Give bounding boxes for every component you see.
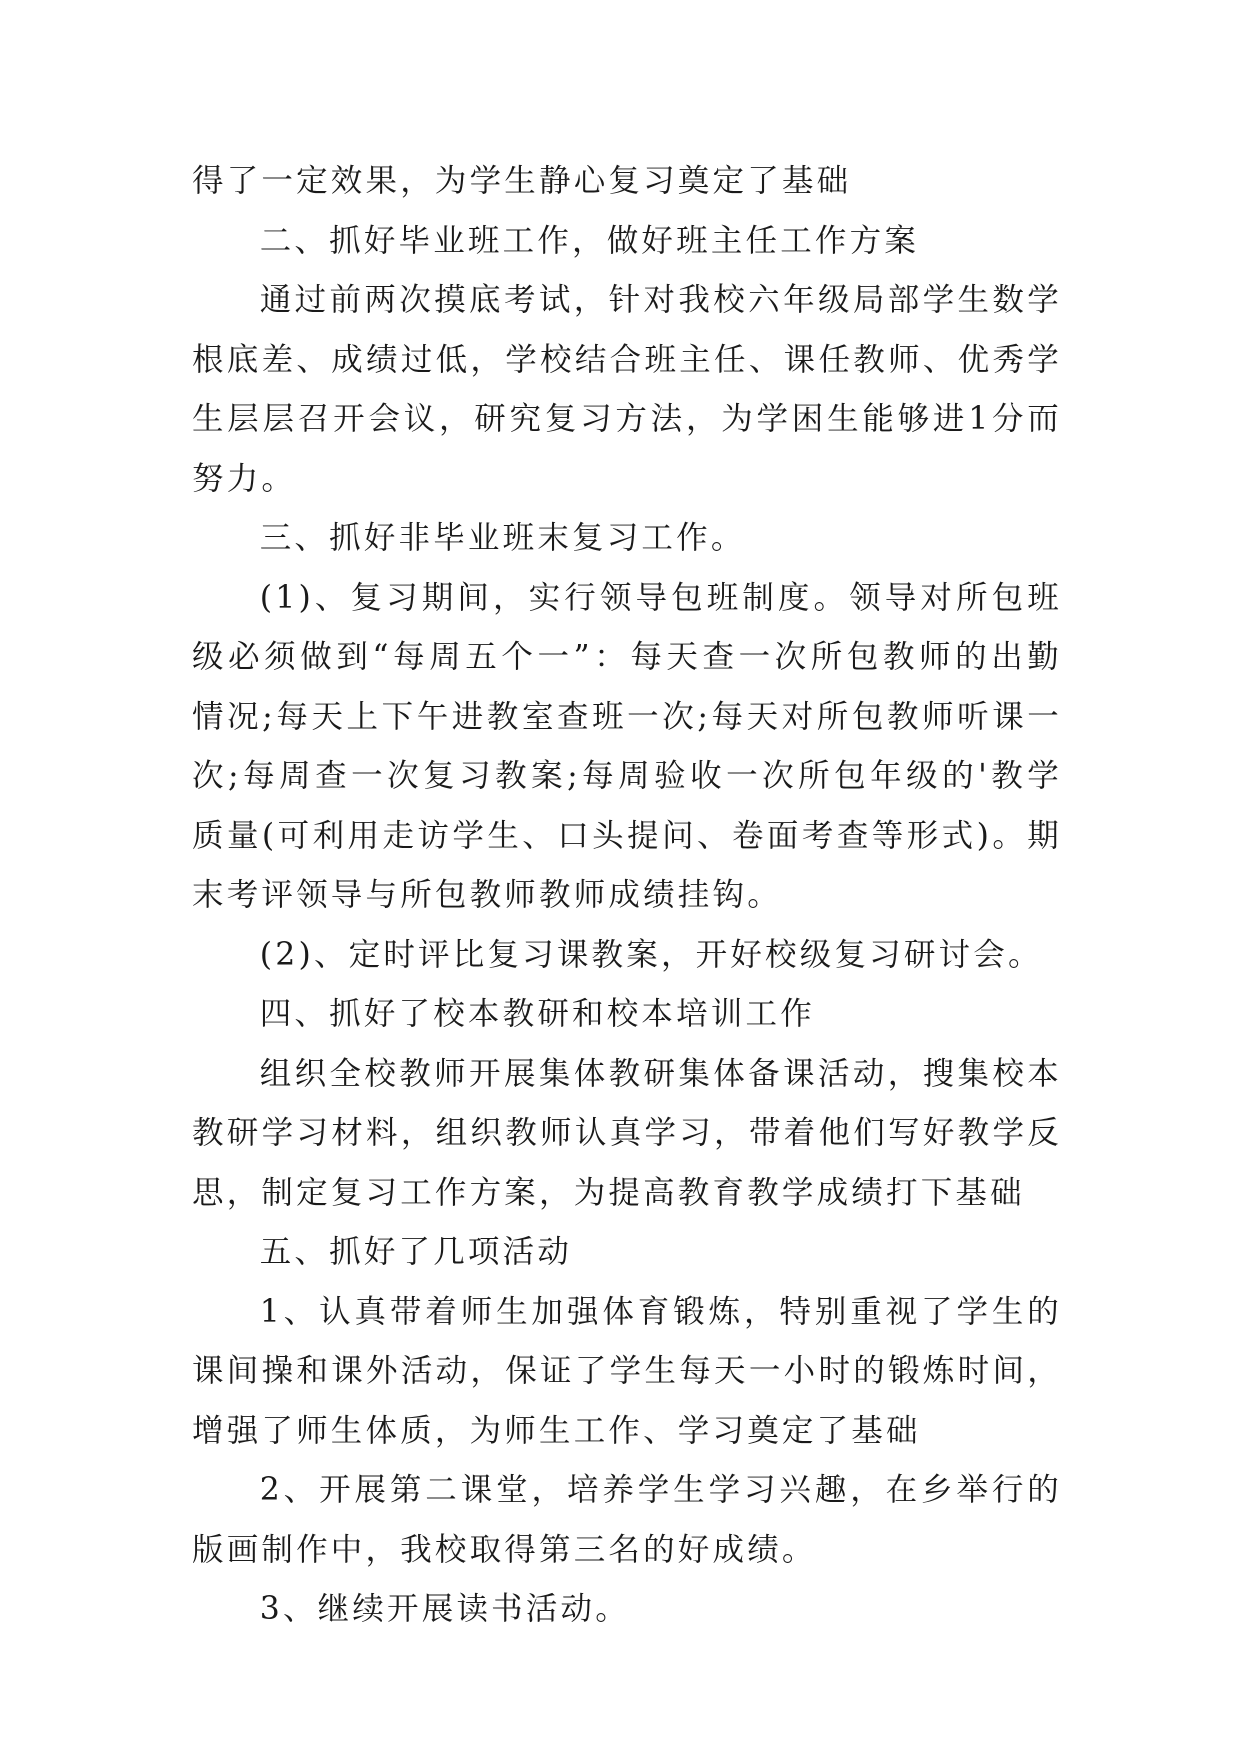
paragraph: (1)、复习期间，实行领导包班制度。领导对所包班级必须做到“每周五个一”：每天查一次所包教师的出勤情况;每天上下午进教室查班一次;每天对所包教师听课一次;每周查一次复习教案;每周验收一次所包年级的'教学质量(可利用走访学生、口头提问、卷面考查等形式)。期末考评领导与所包教师教师成绩挂钩。 (192, 579, 1062, 913)
paragraph: 组织全校教师开展集体教研集体备课活动，搜集校本教研学习材料，组织教师认真学习，带着他们写好教学反思，制定复习工作方案，为提高教育教学成绩打下基础 (192, 1055, 1062, 1211)
section-heading: 五、抓好了几项活动 (259, 1234, 573, 1270)
section-heading: 四、抓好了校本教研和校本培训工作 (259, 996, 815, 1032)
section-heading: 三、抓好非毕业班末复习工作。 (259, 520, 746, 556)
paragraph: 3、继续开展读书活动。 (259, 1591, 630, 1627)
paragraph: (2)、定时评比复习课教案，开好校级复习研讨会。 (259, 936, 1043, 973)
paragraph: 得了一定效果，为学生静心复习奠定了基础 (192, 163, 852, 199)
paragraph: 通过前两次摸底考试，针对我校六年级局部学生数学根底差、成绩过低，学校结合班主任、课任教师、优秀学生层层召开会议，研究复习方法，为学困生能够进1分而努力。 (192, 282, 1062, 497)
paragraph: 2、开展第二课堂，培养学生学习兴趣，在乡举行的版画制作中，我校取得第三名的好成绩。 (192, 1472, 1062, 1568)
section-heading: 二、抓好毕业班工作，做好班主任工作方案 (259, 222, 920, 259)
document-body (192, 152, 1062, 1640)
paragraph: 1、认真带着师生加强体育锻炼，特别重视了学生的课间操和课外活动，保证了学生每天一小时的锻炼时间，增强了师生体质，为师生工作、学习奠定了基础 (192, 1293, 1062, 1449)
